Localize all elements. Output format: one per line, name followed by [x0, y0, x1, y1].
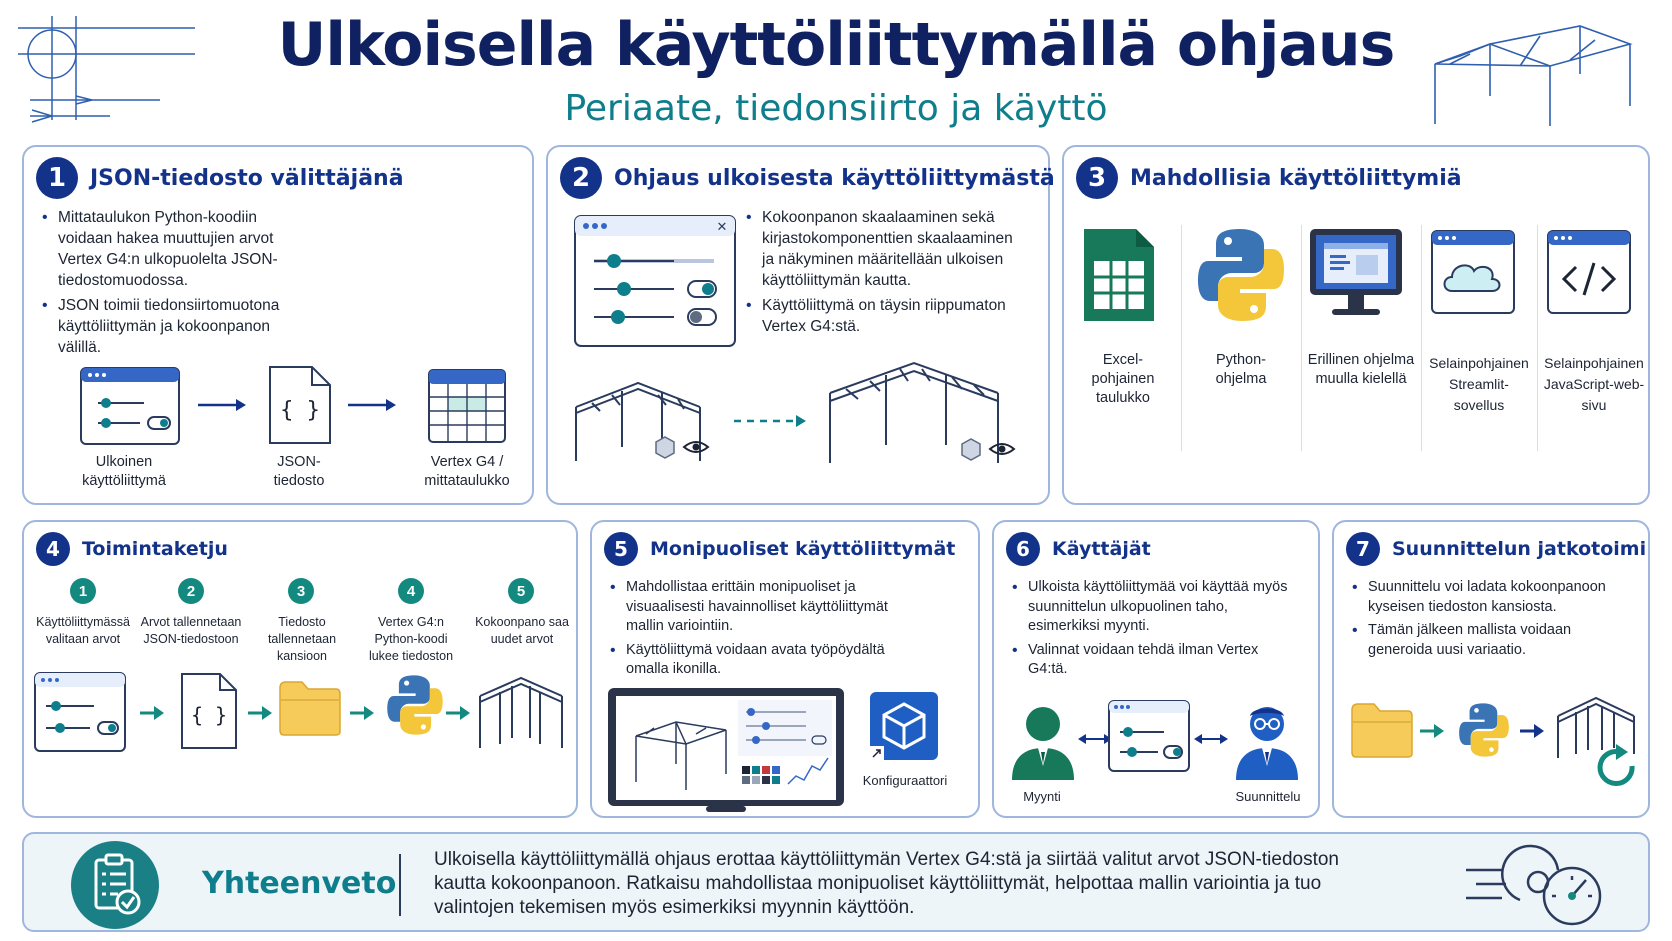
python-icon [1458, 702, 1510, 758]
ui-window-icon [34, 672, 126, 752]
arrow-right-icon [196, 397, 246, 413]
svg-text:✕: ✕ [716, 219, 728, 234]
dashed-arrow-icon [732, 413, 808, 429]
panel-number: 6 [1006, 532, 1040, 566]
label-external-ui: Ulkoinen käyttöliittymä [82, 454, 166, 489]
arrow-right-icon [1420, 722, 1446, 740]
bullet-item: • Mahdollistaa erittäin monipuoliset ja visuaalisesti havainnolliset käyttöliittymät mallin variointiin. [606, 578, 906, 637]
panel-title: JSON-tiedosto välittäjänä [90, 165, 404, 191]
panel-title: Ohjaus ulkoisesta käyttöliittymästä [614, 165, 1055, 191]
bullet-item: • Käyttöliittymä on täysin riippumaton Vertex G4:stä. [742, 295, 1022, 337]
panel-title: Toimintaketju [82, 538, 228, 560]
table-icon [428, 369, 506, 443]
bullet-list [606, 578, 906, 684]
component-eye-icon [652, 435, 710, 459]
arrow-right-icon [350, 704, 376, 722]
summary-panel [22, 832, 1650, 932]
bullet-item: • Kokoonpanon skaalaaminen sekä kirjastokomponenttien skaalaaminen ja näkyminen määritellään ulkoisen käyttöliittymän kautta. [742, 207, 1022, 291]
panel-header [1346, 532, 1646, 566]
folder-icon [1350, 702, 1414, 758]
svg-text:{ }: { } [190, 703, 228, 727]
double-arrow-icon [1194, 732, 1228, 746]
step-label: Vertex G4:n Python-koodi lukee tiedoston [368, 615, 454, 663]
folder-icon [278, 680, 342, 736]
panel-title: Mahdollisia käyttöliittymiä [1130, 165, 1462, 191]
svg-text:{ }: { } [280, 398, 320, 423]
label-json-file: JSON-tiedosto [273, 454, 325, 489]
double-arrow-icon [1078, 732, 1112, 746]
step-number: 1 [70, 578, 96, 604]
ui-window-icon [1108, 700, 1190, 772]
monitor-icon [1308, 227, 1404, 319]
panel-action-chain [22, 520, 578, 818]
panel-number: 5 [604, 532, 638, 566]
summary-divider [399, 854, 401, 916]
json-file-icon [180, 672, 238, 750]
panel-header [36, 157, 404, 199]
panel-number: 1 [36, 157, 78, 199]
slider-window-icon [574, 215, 736, 347]
arrow-right-icon [140, 704, 166, 722]
speed-gauge-icon [1462, 840, 1612, 930]
panel-header [36, 532, 228, 566]
bullet-item: • JSON toimii tiedonsiirtomuotona käyttöliittymän ja kokoonpanon välillä. [38, 295, 298, 358]
frame-structure-icon [476, 674, 566, 750]
arrow-right-icon [1520, 722, 1546, 740]
arrow-right-icon [446, 704, 472, 722]
step-label: Kokoonpano saa uudet arvot [475, 615, 569, 646]
panel-title: Suunnittelun jatkotoimi [1392, 538, 1647, 560]
laptop-configurator-screen [606, 686, 846, 818]
arrow-right-icon [248, 704, 274, 722]
component-eye-icon [958, 437, 1016, 461]
cloud-browser-icon [1430, 229, 1516, 315]
panel-versatile-uis [590, 520, 980, 818]
json-file-icon [268, 365, 332, 445]
label-design: Suunnittelu [1235, 789, 1301, 804]
bullet-item: • Käyttöliittymä voidaan avata työpöydältä omalla ikonilla. [606, 641, 906, 680]
label-other-language: Erillinen ohjelma muulla kielellä [1307, 352, 1415, 387]
label-python: Python-ohjelma [1215, 352, 1267, 387]
step-number: 3 [288, 578, 314, 604]
summary-text: Ulkoisella käyttöliittymällä ohjaus erottaa käyttöliittymän Vertex G4:stä ja siirtää valitut arvot JSON-tiedoston kautta kokoonpanoon. Ratkaisu mahdollistaa monipuoliset käyttöliittymät, helpottaa mallin variointia ja tuo valintojen tekemisen myös esimerkiksi myynnin käyttöön. [434, 849, 1339, 918]
code-browser-icon [1546, 229, 1632, 315]
step-number: 5 [508, 578, 534, 604]
panel-title: Monipuoliset käyttöliittymät [650, 538, 956, 560]
spreadsheet-icon [1082, 227, 1156, 323]
panel-number: 7 [1346, 532, 1380, 566]
panel-header [1076, 157, 1462, 199]
configurator-app-icon [868, 690, 940, 762]
panel-json-intermediary [22, 145, 534, 505]
panel-title: Käyttäjät [1052, 538, 1151, 560]
panel-next-steps [1332, 520, 1650, 818]
label-sales: Myynti [1023, 789, 1061, 804]
python-icon [386, 674, 444, 736]
sales-person-icon [1010, 702, 1076, 782]
step-number: 4 [398, 578, 424, 604]
page-title: Ulkoisella käyttöliittymällä ohjaus [277, 10, 1395, 80]
bullet-list [38, 207, 298, 362]
bullet-list [742, 207, 1022, 341]
step-label: Arvot tallennetaan JSON-tiedostoon [140, 615, 242, 646]
regenerated-frame-icon [1554, 694, 1640, 786]
panel-possible-uis [1062, 145, 1650, 505]
label-excel: Excel-pohjainen taulukko [1091, 352, 1155, 406]
panel-users [992, 520, 1320, 818]
bullet-item: • Suunnittelu voi ladata kokoonpanoon kyseisen tiedoston kansiosta. [1348, 578, 1638, 617]
step-number: 2 [178, 578, 204, 604]
panel-header [604, 532, 955, 566]
bullet-item: • Valinnat voidaan tehdä ilman Vertex G4:tä. [1008, 641, 1298, 680]
panel-number: 2 [560, 157, 602, 199]
bullet-item: • Mittataulukon Python-koodiin voidaan hakea muuttujien arvot Vertex G4:n ulkopuolelta JSON-tiedostomuodossa. [38, 207, 298, 291]
bullet-item: • Ulkoista käyttöliittymää voi käyttää myös suunnittelun ulkopuolinen taho, esimerkiksi myynti. [1008, 578, 1298, 637]
label-vertex-table: Vertex G4 / mittataulukko [424, 454, 510, 489]
page-subtitle: Periaate, tiedonsiirto ja käyttö [564, 88, 1108, 129]
configurator-label: Konfiguraattori [862, 773, 948, 788]
panel-number: 4 [36, 532, 70, 566]
step-label: Tiedosto tallennetaan kansioon [267, 615, 337, 663]
bullet-item: • Tämän jälkeen mallista voidaan generoida uusi variaatio. [1348, 621, 1638, 660]
step-label: Käyttöliittymässä valitaan arvot [36, 615, 130, 646]
arrow-right-icon [346, 397, 396, 413]
summary-title: Yhteenveto [202, 866, 397, 901]
bullet-list [1008, 578, 1298, 684]
label-streamlit: Selainpohjainen Streamlit-sovellus [1429, 355, 1529, 413]
clipboard-check-icon [70, 840, 160, 930]
panel-header [560, 157, 1055, 199]
panel-number: 3 [1076, 157, 1118, 199]
bullet-list [1348, 578, 1638, 664]
label-javascript: Selainpohjainen JavaScript-web-sivu [1543, 355, 1645, 413]
python-icon [1196, 227, 1286, 323]
panel-header [1006, 532, 1151, 566]
designer-person-icon [1234, 702, 1300, 782]
panel-external-control [546, 145, 1055, 505]
ui-window-icon [80, 367, 180, 445]
